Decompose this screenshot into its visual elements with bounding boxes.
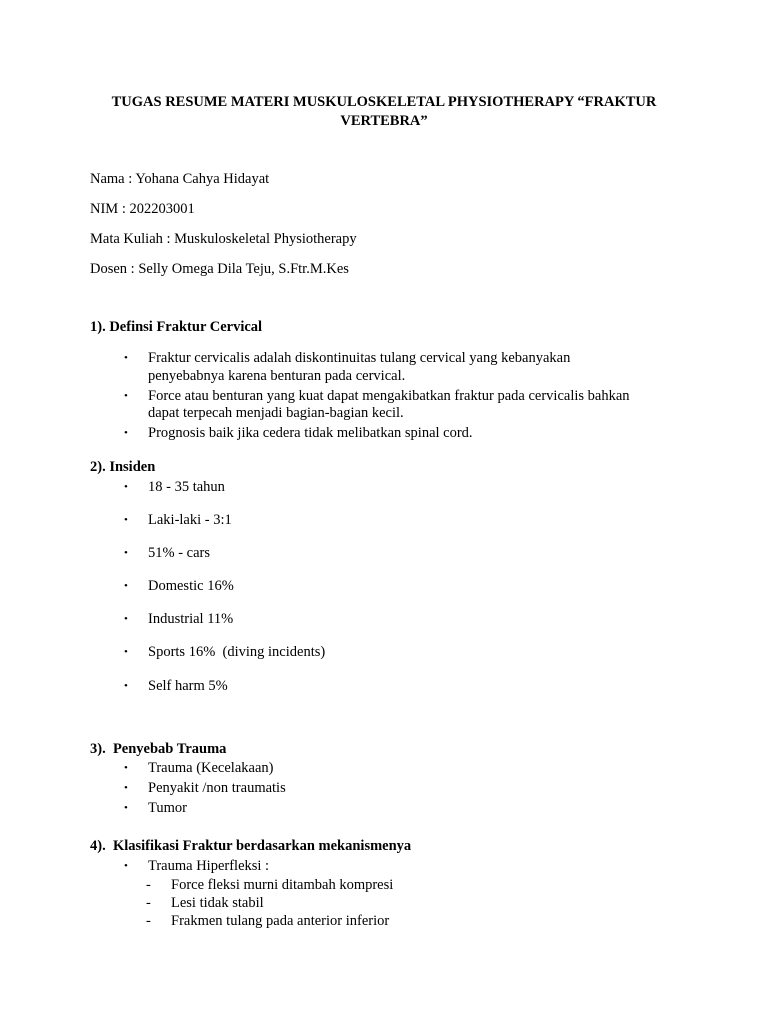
title-line-2: VERTEBRA” <box>340 113 428 129</box>
section-2-heading: 2). Insiden <box>90 459 156 475</box>
section-2-item: Laki-laki - 3:1 <box>148 512 232 528</box>
section-1-item-3: Prognosis baik jika cedera tidak melibatkan spinal cord. <box>148 425 473 441</box>
bullet-icon: • <box>124 481 128 493</box>
bullet-icon: • <box>124 860 128 872</box>
section-1-heading: 1). Definsi Fraktur Cervical <box>90 319 263 335</box>
section-3-item: Trauma (Kecelakaan) <box>148 760 274 776</box>
section-2-item: Domestic 16% <box>148 578 234 594</box>
section-2-item: 18 - 35 tahun <box>148 479 225 495</box>
title-line-1: TUGAS RESUME MATERI MUSKULOSKELETAL PHYSIOTHERAPY “FRAKTUR <box>111 94 657 110</box>
section-3-heading: 3). Penyebab Trauma <box>90 741 227 757</box>
lecturer-name: Dosen : Selly Omega Dila Teju, S.Ftr.M.Kes <box>90 261 349 277</box>
section-2-item: Sports 16% (diving incidents) <box>148 644 326 660</box>
section-4-subitem: Frakmen tulang pada anterior inferior <box>171 913 390 929</box>
section-1-item-1-line-2: penyebabnya karena benturan pada cervical. <box>148 368 406 384</box>
section-4-subitem: Force fleksi murni ditambah kompresi <box>171 877 394 893</box>
section-1-item-2-line-2: dapat terpecah menjadi bagian-bagian kecil. <box>148 405 404 421</box>
section-1-item-1-line-1: Fraktur cervicalis adalah diskontinuitas tulang cervical yang kebanyakan <box>148 350 571 366</box>
section-3-item: Penyakit /non traumatis <box>148 780 286 796</box>
section-1-item-2-line-1: Force atau benturan yang kuat dapat mengakibatkan fraktur pada cervicalis bahkan <box>148 388 630 404</box>
dash-icon: - <box>146 877 151 893</box>
dash-icon: - <box>146 895 151 911</box>
bullet-icon: • <box>124 514 128 526</box>
section-4-heading: 4). Klasifikasi Fraktur berdasarkan mekanismenya <box>90 838 412 854</box>
section-2-item: Self harm 5% <box>148 678 228 694</box>
bullet-icon: • <box>124 427 128 439</box>
section-4-subitem: Lesi tidak stabil <box>171 895 264 911</box>
section-4-item: Trauma Hiperfleksi : <box>148 858 270 874</box>
document-title <box>90 93 678 131</box>
section-2-item: 51% - cars <box>148 545 211 561</box>
bullet-icon: • <box>124 680 128 692</box>
student-nim: NIM : 202203001 <box>90 201 195 217</box>
bullet-icon: • <box>124 352 128 364</box>
dash-icon: - <box>146 913 151 929</box>
bullet-icon: • <box>124 802 128 814</box>
bullet-icon: • <box>124 390 128 402</box>
bullet-icon: • <box>124 782 128 794</box>
student-name: Nama : Yohana Cahya Hidayat <box>90 171 270 187</box>
bullet-icon: • <box>124 613 128 625</box>
bullet-icon: • <box>124 547 128 559</box>
section-3-item: Tumor <box>148 800 187 816</box>
bullet-icon: • <box>124 646 128 658</box>
bullet-icon: • <box>124 580 128 592</box>
course-name: Mata Kuliah : Muskuloskeletal Physiotherapy <box>90 231 357 247</box>
section-2-item: Industrial 11% <box>148 611 234 627</box>
bullet-icon: • <box>124 762 128 774</box>
